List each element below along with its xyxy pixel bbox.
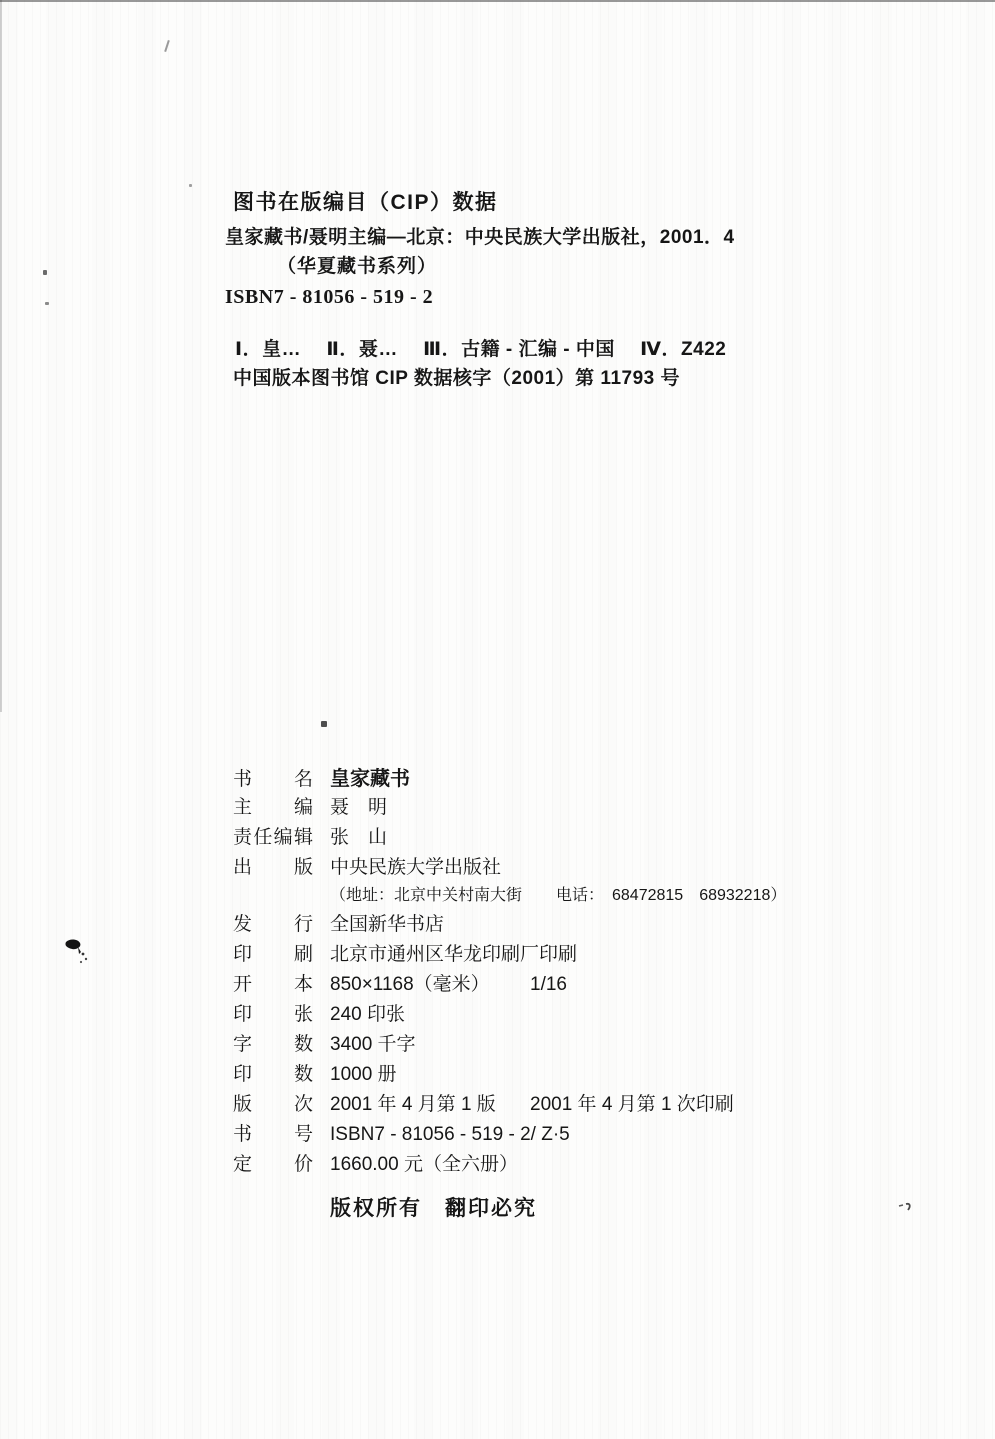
colophon-row-book-number xyxy=(233,1119,853,1149)
copyright-notice: 版权所有 翻印必究 xyxy=(330,1197,537,1220)
row-value: （地址：北京中关村南大街 xyxy=(330,887,523,904)
colophon-row-edition xyxy=(233,1089,853,1119)
cip-series-statement: （华夏藏书系列） xyxy=(277,256,438,277)
scan-speck xyxy=(189,184,192,187)
scan-speck xyxy=(45,302,49,305)
colophon-row-format xyxy=(233,969,853,999)
row-label: 印刷 xyxy=(233,944,313,965)
colophon-row-title xyxy=(233,762,853,792)
row-label: 书号 xyxy=(233,1124,313,1145)
colophon-block xyxy=(233,762,853,1179)
row-label: 出版 xyxy=(233,857,313,878)
row-value: 北京市通州区华龙印刷厂印刷 xyxy=(330,944,578,965)
row-label: 字数 xyxy=(233,1034,313,1055)
row-label: 印数 xyxy=(233,1064,313,1085)
row-value: 1000 册 xyxy=(330,1064,397,1085)
row-value: 中央民族大学出版社 xyxy=(330,857,502,878)
pen-mark-artifact xyxy=(896,1201,916,1220)
scan-speck xyxy=(43,270,47,275)
row-label: 书名 xyxy=(233,769,313,790)
row-value: 1660.00 元（全六册） xyxy=(330,1154,518,1175)
colophon-row-price xyxy=(233,1149,853,1179)
colophon-row-sheets xyxy=(233,999,853,1029)
row-value: 全国新华书店 xyxy=(330,914,445,935)
colophon-row-address-phone xyxy=(233,882,853,909)
row-value: 3400 千字 xyxy=(330,1034,416,1055)
row-value-2: 2001 年 4 月第 1 次印刷 xyxy=(530,1094,734,1115)
colophon-row-distributor xyxy=(233,909,853,939)
row-label: 责任编辑 xyxy=(233,827,313,848)
cip-classification: Ⅰ．皇… Ⅱ．聂… Ⅲ．古籍 - 汇编 - 中国 Ⅳ．Z422 xyxy=(235,339,727,360)
colophon-row-print-run xyxy=(233,1059,853,1089)
row-value-2: 1/16 xyxy=(530,974,567,995)
colophon-row-publisher xyxy=(233,852,853,882)
cip-isbn: ISBN7 - 81056 - 519 - 2 xyxy=(225,286,434,308)
row-value: ISBN7 - 81056 - 519 - 2/ Z·5 xyxy=(330,1124,570,1145)
cip-data-block xyxy=(225,192,825,388)
cip-record-number: 中国版本图书馆 CIP 数据核字（2001）第 11793 号 xyxy=(233,368,680,389)
colophon-row-chief-editor xyxy=(233,792,853,822)
cip-title-statement: 皇家藏书/聂明主编—北京：中央民族大学出版社，2001．4 xyxy=(225,227,735,248)
colophon-row-responsible-editor xyxy=(233,822,853,852)
row-value: 2001 年 4 月第 1 版 xyxy=(330,1094,496,1115)
row-label: 印张 xyxy=(233,1004,313,1025)
ink-blot-artifact xyxy=(60,934,94,971)
row-label: 主编 xyxy=(233,797,313,818)
row-value: 皇家藏书 xyxy=(330,768,410,790)
row-label: 版次 xyxy=(233,1094,313,1115)
row-value: 张 山 xyxy=(330,827,388,848)
row-value: 聂 明 xyxy=(330,797,388,818)
row-value: 850×1168（毫米） xyxy=(330,974,490,995)
row-label: 发行 xyxy=(233,914,313,935)
scan-speck xyxy=(321,721,327,727)
scan-edge-left xyxy=(0,0,2,712)
scan-speck xyxy=(164,40,170,52)
row-value-2: 电话： 68472815 68932218） xyxy=(556,887,787,904)
row-label: 开本 xyxy=(233,974,313,995)
cip-heading: 图书在版编目（CIP）数据 xyxy=(233,191,498,214)
colophon-row-word-count xyxy=(233,1029,853,1059)
scan-edge-top xyxy=(0,0,995,2)
row-label: 定价 xyxy=(233,1154,313,1175)
row-value: 240 印张 xyxy=(330,1004,405,1025)
colophon-row-printer xyxy=(233,939,853,969)
